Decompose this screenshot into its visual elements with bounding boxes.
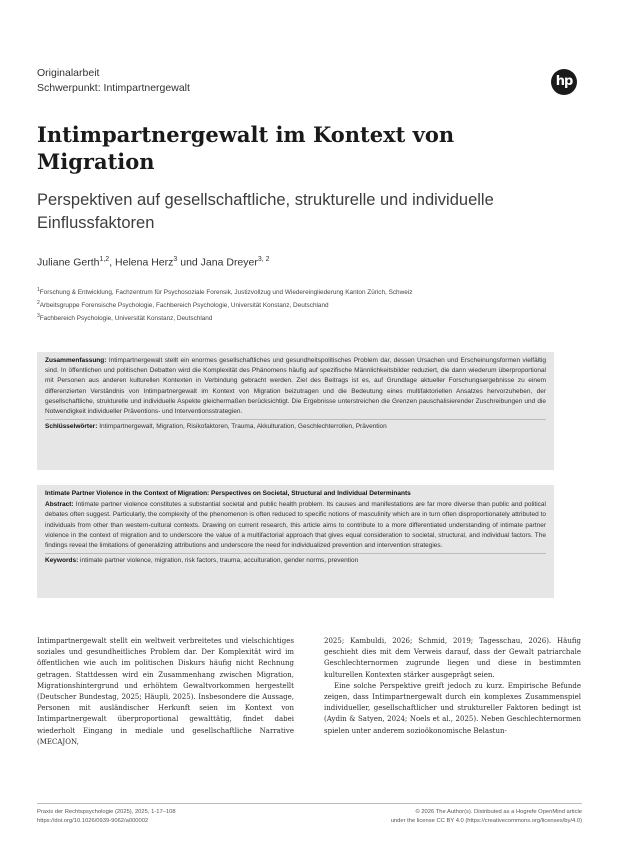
body-column-left <box>37 636 294 786</box>
author-name: Helena Herz <box>115 256 174 269</box>
footer-divider <box>37 803 582 804</box>
license-link[interactable]: under the license CC BY 4.0 (https://creativecommons.org/licenses/by/4.0) <box>390 818 582 824</box>
keywords-english <box>45 553 546 566</box>
copyright-notice: © 2026 The Author(s). Distributed as a Hogrefe OpenMind article <box>415 809 582 815</box>
abstract-english-body <box>45 500 546 551</box>
author-name: Juliane Gerth <box>37 256 100 269</box>
affiliation <box>37 285 557 298</box>
author-name: Jana Dreyer <box>200 256 258 269</box>
abstract-text: Intimpartnergewalt stellt ein enormes gesellschaftliches und gesundheitspolitisches Problem dar, dessen Ursachen und Erscheinungsformen vielfältig sind. In öffentlichen und politischen Debatten wird die Komplexität des Phänomens häufig auf spezifische Männlichkeitsbilder reduziert, die dann wiederum überproportional mit Personen aus anderen kulturellen Kontexten in Verbindung gebracht werden. Ziel des Beitrags ist es, auf Grundlage aktueller Forschungsergebnisse zu einem differenzierten Verständnis von Intimpartnergewalt im Kontext von Migration beizutragen und die Bedeutung eines multifaktoriellen Ansatzes hervorzuheben, der gesellschaftliche, strukturelle und individuelle Aspekte gleichermaßen berücksichtigt. Die Ergebnisse unterstreichen die Grenzen pauschalisierender Zuschreibungen und die Notwendigkeit individueller Präventions- und Interventionsstrategien. <box>45 357 546 416</box>
abstract-label: Abstract: <box>45 501 74 509</box>
abstract-text: Intimate partner violence constitutes a substantial societal and public health problem. Its causes and manifestations are far more diverse than public and political debates often suggest. Particularly, the complexity of the phenomenon is often reduced to specific notions of masculinity which are in turn often disproportionately attributed to individuals from other than western-cultural contexts. Drawing on current research, this article aims to contribute to a more differentiated understanding of intimate partner violence in the context of migration and to underscore the value of a multifactorial approach that gives equal consideration to societal, structural, and individual factors. The findings reveal the limitations of generalizing attributions and underscore the need for individualized prevention and intervention strategies. <box>45 501 546 550</box>
author-list <box>37 256 270 269</box>
doi-link[interactable]: https://doi.org/10.1026/0939-9062/a000002 <box>37 818 149 824</box>
article-focus: Schwerpunkt: Intimpartnergewalt <box>37 82 190 94</box>
english-title: Intimate Partner Violence in the Context of Migration: Perspectives on Societal, Structural and Individual Determinants <box>45 490 411 497</box>
abstract-german-body <box>45 356 546 417</box>
keywords-german <box>45 419 546 432</box>
keywords-label: Keywords: <box>45 557 79 565</box>
body-paragraph: 2025; Kambuldi, 2026; Schmid, 2019; Tagesschau, 2026). Häufig geschieht dies mit dem Verweis darauf, dass der Gewalt patriarchale Geschlechternormen zugrunde liegen und diese in bestimmten kulturellen Kontexten stärker ausgeprägt seien. <box>324 637 581 679</box>
keywords-label: Schlüsselwörter: <box>45 423 98 431</box>
body-paragraph: Eine solche Perspektive greift jedoch zu kurz. Empirische Befunde zeigen, dass Intimpartnergewalt durch ein komplexes Zusammenspiel individueller, gesellschaftlicher und struktureller Faktoren bedingt ist (Aydin & Satyen, 2024; Noels et al., 2025). Neben Geschlechternormen spielen unter anderem sozioökonomische Belastun- <box>324 681 581 735</box>
article-title: Intimpartnergewalt im Kontext von Migration <box>37 122 455 174</box>
affiliation-number: 3 <box>37 313 40 320</box>
author-separator: und <box>177 256 201 269</box>
abstract-german <box>37 352 554 470</box>
publisher-logo: hp <box>551 69 577 95</box>
affiliation <box>37 298 557 311</box>
body-column-right <box>324 636 581 786</box>
footer-citation <box>37 808 176 826</box>
abstract-english <box>37 485 554 598</box>
body-paragraph: Intimpartnergewalt stellt ein weltweit verbreitetes und vielschichtiges soziales und gesundheitliches Problem dar. Der Komplexität wird im öffentlichen wie auch im politischen Diskurs häufig nicht Rechnung getragen. Stattdessen wird ein Zusammenhang zwischen Migration, Migrationshintergrund und erhöhtem Gewaltvorkommen hergestellt (Deutscher Bundestag, 2025; Häupli, 2025). Insbesondere die Aussage, Personen mit ausländischer Herkunft seien im Kontext von Intimpartnergewalt überproportional gewalttätig, findet dabei wiederholt Eingang in mediale und gesellschaftliche Narrative (MECAJON, <box>37 637 294 746</box>
affiliation-text: Arbeitsgruppe Forensische Psychologie, Fachbereich Psychologie, Universität Konstanz, Deutschland <box>39 302 329 310</box>
affiliation-list <box>37 285 557 324</box>
author-separator: , <box>109 256 116 269</box>
keywords-text: Intimpartnergewalt, Migration, Risikofaktoren, Trauma, Akkulturation, Geschlechterrollen, Prävention <box>97 423 387 431</box>
affiliation <box>37 311 557 324</box>
body-columns <box>37 636 582 786</box>
affiliation-number: 2 <box>37 300 40 307</box>
affiliation-number: 1 <box>37 287 40 293</box>
affiliation-text: Fachbereich Psychologie, Universität Konstanz, Deutschland <box>39 315 213 323</box>
abstract-label: Zusammenfassung: <box>45 357 107 364</box>
author-affil-ref: 1,2 <box>99 256 110 263</box>
article-type: Originalarbeit <box>37 67 100 79</box>
footer-license <box>391 808 582 826</box>
article-meta <box>37 66 190 96</box>
author-affil-ref: 3 <box>173 256 178 263</box>
affiliation-text: Forschung & Entwicklung, Fachzentrum für Psychosoziale Forensik, Justizvollzug und Wiedereingliederung Kanton Zürich, Schweiz <box>39 289 413 297</box>
author-affil-ref: 3, 2 <box>257 256 270 263</box>
keywords-text: intimate partner violence, migration, risk factors, trauma, acculturation, gender norms, prevention <box>78 557 359 565</box>
journal-citation: Praxis der Rechtspsychologie (2025), 2025, 1-17–108 <box>37 809 176 815</box>
article-subtitle: Perspektiven auf gesellschaftliche, strukturelle und individuelle Einflussfaktoren <box>37 191 494 232</box>
